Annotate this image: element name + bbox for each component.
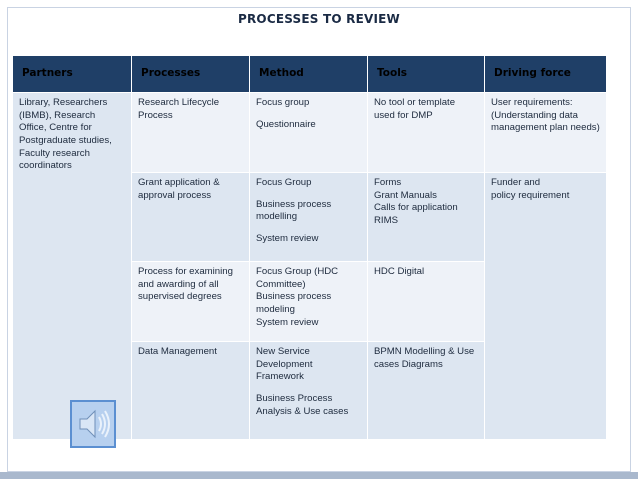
tools-line: RIMS xyxy=(374,214,398,226)
process-text: Process for examining and awarding of all supervised degrees xyxy=(138,266,233,303)
audio-play-button[interactable] xyxy=(70,400,116,448)
tools-text: BPMN Modelling & Use cases Diagrams xyxy=(374,346,475,370)
processes-table xyxy=(12,55,607,440)
process-text: Data Management xyxy=(138,346,217,357)
method-line: Business process modeling xyxy=(256,291,332,315)
method-line: New Service Development Framework xyxy=(256,346,313,383)
method-line: Focus Group (HDC Committee) xyxy=(256,266,339,290)
header-partners: Partners xyxy=(13,56,132,93)
table-header-row xyxy=(13,56,607,93)
process-cell xyxy=(132,342,250,440)
method-line: Business Process Analysis & Use cases xyxy=(256,392,349,417)
partners-cell xyxy=(13,93,132,440)
header-tools: Tools xyxy=(368,56,485,93)
method-cell xyxy=(250,173,368,262)
tools-line: Calls for application xyxy=(374,202,458,214)
method-cell xyxy=(250,262,368,342)
header-driving-force: Driving force xyxy=(485,56,607,93)
process-text: Grant application & approval process xyxy=(138,177,220,201)
header-method: Method xyxy=(250,56,368,93)
slide-bottom-band xyxy=(0,472,638,479)
speaker-icon xyxy=(72,402,114,446)
tools-cell xyxy=(368,93,485,173)
process-cell xyxy=(132,93,250,173)
tools-text: No tool or template used for DMP xyxy=(374,97,456,121)
tools-line: Forms xyxy=(374,177,402,188)
method-line: Business process modelling xyxy=(256,198,332,223)
partners-text: Library, Researchers (IBMB), Research Office, Centre for Postgraduate studies, Faculty research coordinators xyxy=(19,97,112,172)
driving-force-cell xyxy=(485,173,607,440)
tools-cell xyxy=(368,342,485,440)
tools-cell xyxy=(368,262,485,342)
method-cell xyxy=(250,342,368,440)
process-cell xyxy=(132,173,250,262)
method-line: System review xyxy=(256,316,319,328)
method-line: Focus Group xyxy=(256,177,312,188)
tools-line: Grant Manuals xyxy=(374,189,437,201)
driving-force-text: User requirements: (Understanding data management plan needs) xyxy=(491,97,600,134)
driving-force-cell xyxy=(485,93,607,173)
driving-force-line: Funder and xyxy=(491,177,541,188)
table-row xyxy=(13,93,607,173)
method-cell xyxy=(250,93,368,173)
header-processes: Processes xyxy=(132,56,250,93)
process-text: Research Lifecycle Process xyxy=(138,97,220,121)
driving-force-line: policy requirement xyxy=(491,189,570,201)
process-cell xyxy=(132,262,250,342)
method-line: Focus group xyxy=(256,97,310,108)
method-line: System review xyxy=(256,232,319,244)
tools-text: HDC Digital xyxy=(374,266,425,277)
method-line: Questionnaire xyxy=(256,118,316,130)
slide-title: PROCESSES TO REVIEW xyxy=(238,12,400,26)
tools-cell xyxy=(368,173,485,262)
